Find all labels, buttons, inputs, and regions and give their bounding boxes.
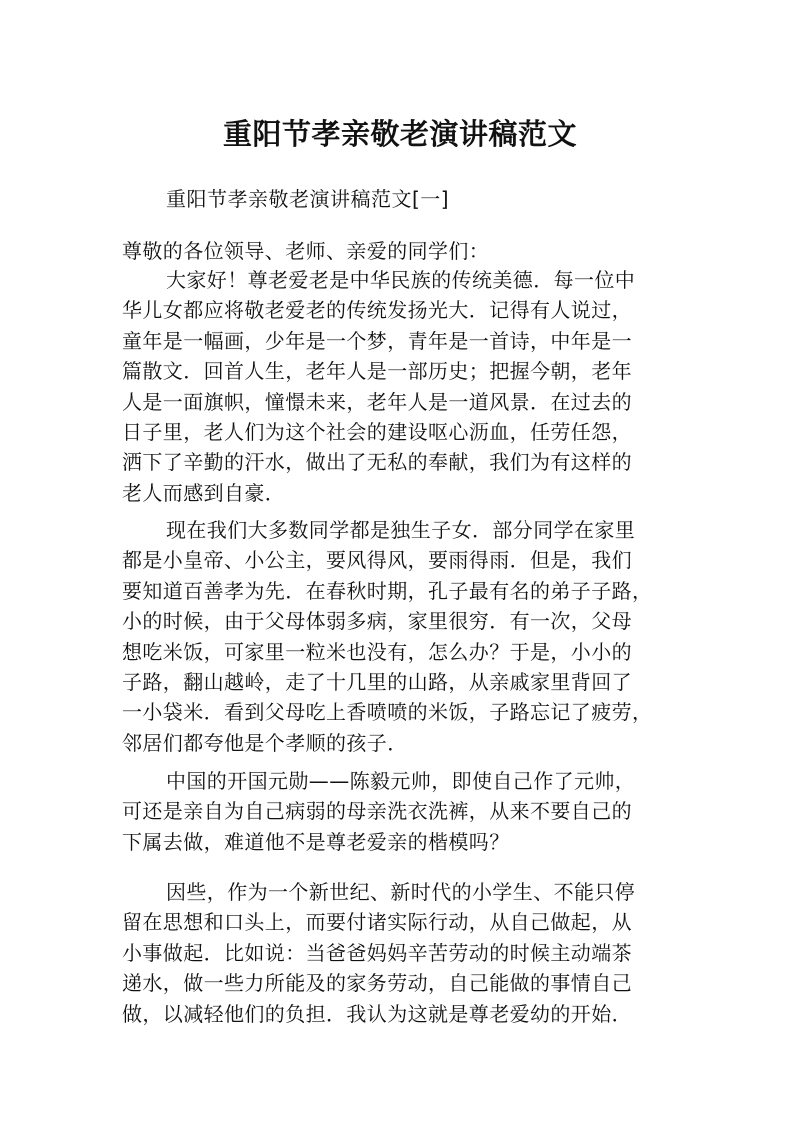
paragraph-line: 递水，做一些力所能及的家务劳动，自己能做的事情自己 — [122, 971, 632, 996]
document-title: 重阳节孝亲敬老演讲稿范文 — [222, 117, 577, 151]
paragraph-line: 因些，作为一个新世纪、新时代的小学生、不能只停 — [166, 880, 636, 904]
paragraph-4 — [122, 877, 662, 1029]
paragraph-line: 都是小皇帝、小公主，要风得风，要雨得雨．但是，我们 — [122, 548, 632, 573]
paragraph-line: 留在思想和口头上，而要付诸实际行动，从自己做起，从 — [122, 910, 632, 935]
salutation: 尊敬的各位领导、老师、亲爱的同学们： — [122, 239, 490, 263]
paragraph-line: 邻居们都夸他是个孝顺的孩子． — [122, 730, 408, 755]
paragraph-line: 小的时候，由于父母体弱多病，家里很穷．有一次，父母 — [122, 609, 632, 634]
document-subtitle: 重阳节孝亲敬老演讲稿范文[一] — [166, 187, 450, 211]
paragraph-line: 华儿女都应将敬老爱老的传统发扬光大．记得有人说过， — [122, 298, 632, 323]
paragraph-line: 大家好！尊老爱老是中华民族的传统美德．每一位中 — [166, 268, 636, 292]
paragraph-line: 老人而感到自豪． — [122, 480, 286, 505]
paragraph-line: 可还是亲自为自己病弱的母亲洗衣洗裤，从来不要自己的 — [122, 799, 632, 824]
paragraph-line: 做，以减轻他们的负担．我认为这就是尊老爱幼的开始． — [122, 1001, 632, 1026]
paragraph-line: 一小袋米．看到父母吃上香喷喷的米饭，子路忘记了疲劳， — [122, 700, 653, 725]
paragraph-1 — [122, 265, 662, 508]
paragraph-2 — [122, 515, 662, 758]
paragraph-line: 子路，翻山越岭，走了十几里的山路，从亲戚家里背回了 — [122, 669, 632, 694]
paragraph-line: 要知道百善孝为先．在春秋时期，孔子最有名的弟子子路， — [122, 578, 653, 603]
paragraph-line: 洒下了辛勤的汗水，做出了无私的奉献，我们为有这样的 — [122, 450, 632, 475]
paragraph-line: 小事做起．比如说：当爸爸妈妈辛苦劳动的时候主动端茶 — [122, 940, 632, 965]
salutation-block — [122, 236, 662, 266]
paragraph-line: 童年是一幅画，少年是一个梦，青年是一首诗，中年是一 — [122, 328, 632, 353]
paragraph-line: 日子里，老人们为这个社会的建设呕心沥血，任劳任怨， — [122, 419, 632, 444]
paragraph-line: 下属去做，难道他不是尊老爱亲的楷模吗？ — [122, 829, 510, 854]
paragraph-line: 想吃米饭，可家里一粒米也没有，怎么办？于是，小小的 — [122, 639, 632, 664]
paragraph-3 — [122, 766, 662, 857]
paragraph-line: 人是一面旗帜，憧憬未来，老年人是一道风景．在过去的 — [122, 389, 632, 414]
paragraph-line: 现在我们大多数同学都是独生子女．部分同学在家里 — [166, 518, 636, 542]
paragraph-line: 中国的开国元勋——陈毅元帅，即使自己作了元帅， — [166, 769, 636, 793]
paragraph-line: 篇散文．回首人生，老年人是一部历史；把握今朝，老年 — [122, 359, 632, 384]
